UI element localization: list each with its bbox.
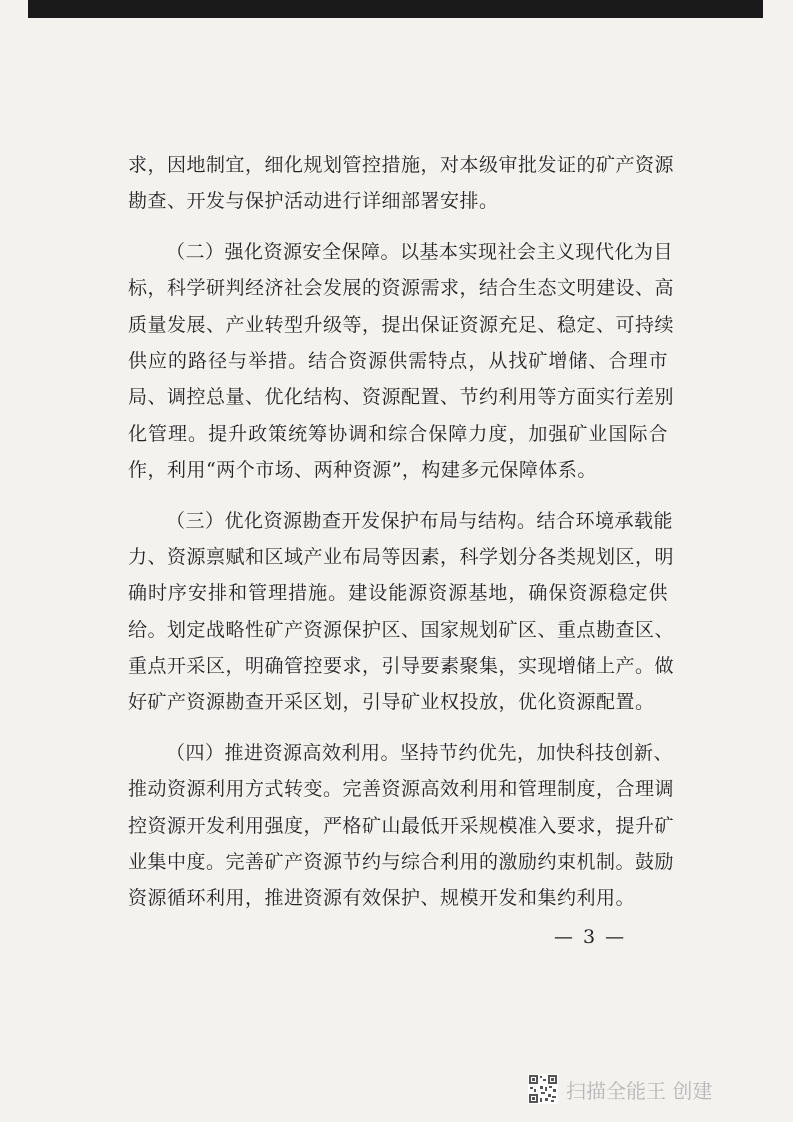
text-line: 控资源开发利用强度，严格矿山最低开采规模准入要求，提升矿	[128, 814, 675, 837]
text-line: 力、资源禀赋和区域产业布局等因素，科学划分各类规划区，明	[128, 545, 675, 568]
watermark-text: 扫描全能王 创建	[566, 1078, 713, 1103]
text-line: 供应的路径与举措。结合资源供需特点，从找矿增储、合理市	[128, 349, 668, 372]
text-line: 好矿产资源勘查开采区划，引导矿业权投放，优化资源配置。	[128, 691, 655, 714]
text-line: 求，因地制宜，细化规划管控措施，对本级审批发证的矿产资源	[128, 154, 675, 176]
scanner-watermark	[528, 1069, 712, 1109]
document-body	[128, 147, 675, 917]
qr-code-icon	[528, 1074, 558, 1104]
text-line: 标，科学研判经济社会发展的资源需求，结合生态文明建设、高	[128, 277, 675, 300]
scan-top-edge	[28, 0, 763, 18]
paragraph-resource-security	[128, 234, 675, 489]
text-line: 局、调控总量、优化结构、资源配置、节约利用等方面实行差别	[128, 386, 675, 409]
text-line: 业集中度。完善矿产资源节约与综合利用的激励约束机制。鼓励	[128, 851, 675, 874]
text-line: 重点开采区，明确管控要求，引导要素聚集，实现增储上产。做	[128, 655, 675, 678]
paragraph-efficient-use	[128, 735, 675, 917]
text-line: 勘查、开发与保护活动进行详细部署安排。	[128, 190, 499, 213]
paragraph-layout-structure	[128, 503, 675, 721]
text-line: 质量发展、产业转型升级等，提出保证资源充足、稳定、可持续	[128, 313, 675, 336]
text-line: （二）强化资源安全保障。以基本实现社会主义现代化为目	[166, 240, 674, 263]
text-line: 化管理。提升政策统筹协调和综合保障力度，加强矿业国际合	[128, 422, 668, 445]
text-line: （四）推进资源高效利用。坚持节约优先，加快科技创新、	[166, 741, 674, 764]
text-line: 推动资源利用方式转变。完善资源高效利用和管理制度，合理调	[128, 778, 675, 801]
page-number: — 3 —	[554, 926, 627, 948]
text-line: （三）优化资源勘查开发保护布局与结构。结合环境承载能	[166, 509, 674, 532]
text-line: 作，利用“两个市场、两种资源”，构建多元保障体系。	[128, 459, 597, 482]
text-line: 给。划定战略性矿产资源保护区、国家规划矿区、重点勘查区、	[128, 618, 675, 641]
text-line: 确时序安排和管理措施。建设能源资源基地，确保资源稳定供	[128, 582, 668, 605]
paragraph-continuation	[128, 147, 675, 220]
text-line: 资源循环利用，推进资源有效保护、规模开发和集约利用。	[128, 887, 636, 910]
